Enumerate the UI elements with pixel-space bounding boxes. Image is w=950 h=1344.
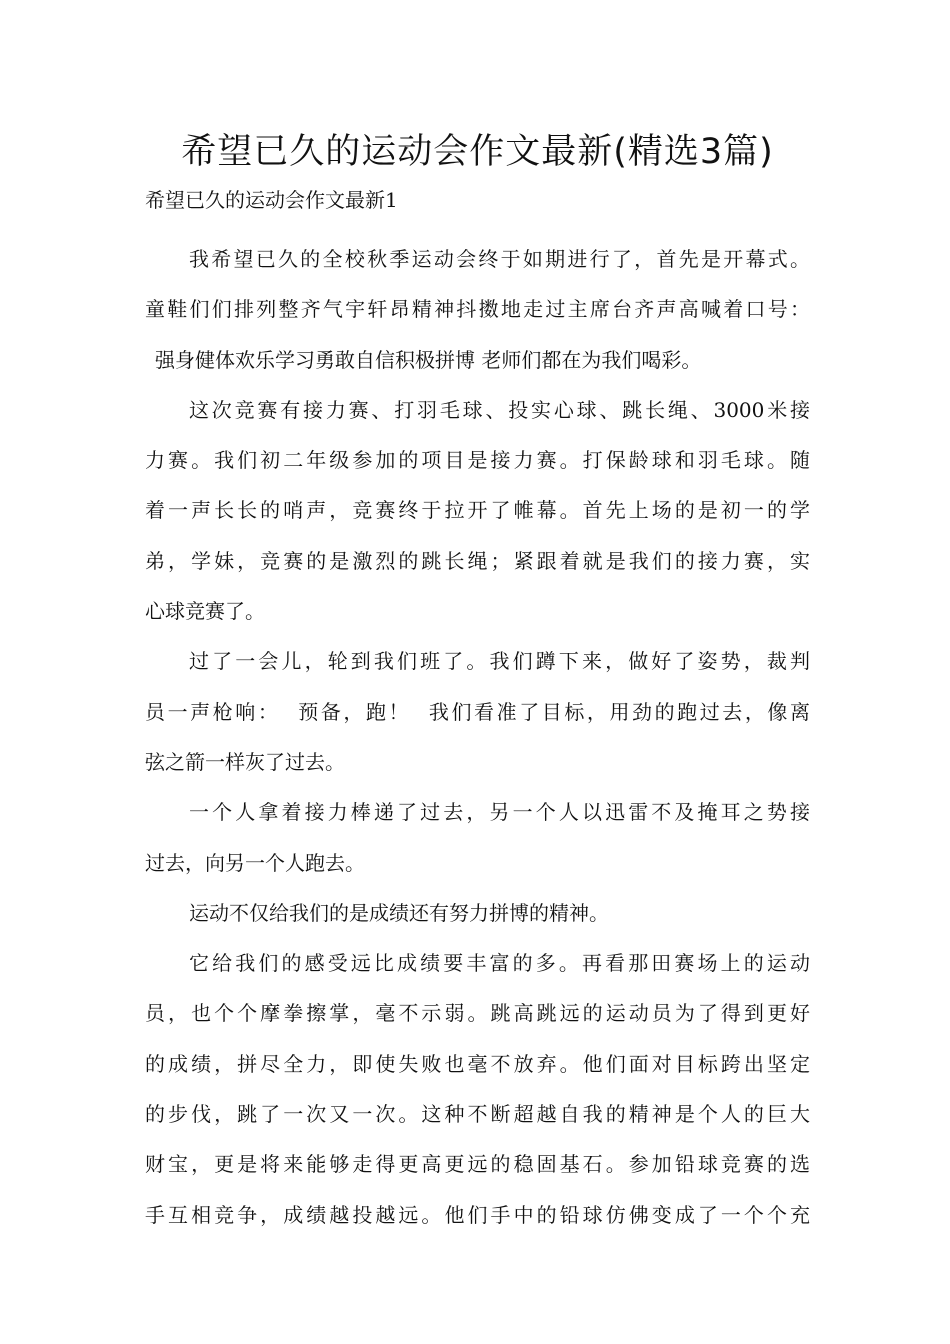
text-line: 员，也个个摩拳擦掌，毫不示弱。跳高跳远的运动员为了得到更好 [145,1001,810,1026]
text-line: 它给我们的感受远比成绩要丰富的多。再看那田赛场上的运动 [189,951,810,976]
text-line: 的成绩，拼尽全力，即使失败也毫不放弃。他们面对目标跨出坚定 [145,1051,810,1076]
text-line: 过了一会儿，轮到我们班了。我们蹲下来，做好了姿势，裁判 [189,649,810,674]
text-line: 运动不仅给我们的是成绩还有努力拼博的精神。 [189,900,609,925]
paragraph [145,385,810,636]
text-line: 员一声枪响： 预备，跑！ 我们看准了目标，用劲的跑过去，像离 [145,699,810,724]
text-line: 弦之箭一样灰了过去。 [145,749,345,774]
text-line: 强身健体欢乐学习勇敢自信积极拼博 老师们都在为我们喝彩。 [155,347,702,372]
document-title: 希望已久的运动会作文最新(精选3篇) [181,132,774,172]
document-body [145,234,810,1240]
text-line: 童鞋们们排列整齐气宇轩昂精神抖擞地走过主席台齐声高喊着口号： [145,297,810,322]
text-line: 的步伐，跳了一次又一次。这种不断超越自我的精神是个人的巨大 [145,1102,810,1127]
section-heading: 希望已久的运动会作文最新1 [145,188,398,212]
text-line: 弟，学妹，竞赛的是激烈的跳长绳；紧跟着就是我们的接力赛，实 [145,548,810,573]
paragraph [145,636,810,787]
text-line: 财宝，更是将来能够走得更高更远的稳固基石。参加铅球竞赛的选 [145,1152,810,1177]
text-line: 过去，向另一个人跑去。 [145,850,365,875]
paragraph [145,234,810,385]
paragraph [145,888,810,938]
paragraph [145,787,810,888]
text-line: 这次竞赛有接力赛、打羽毛球、投实心球、跳长绳、3000米接 [189,397,810,422]
text-line: 力赛。我们初二年级参加的项目是接力赛。打保龄球和羽毛球。随 [145,448,810,473]
text-line: 我希望已久的全校秋季运动会终于如期进行了，首先是开幕式。 [189,247,810,271]
text-line: 着一声长长的哨声，竞赛终于拉开了帷幕。首先上场的是初一的学 [145,498,810,523]
text-line: 手互相竞争，成绩越投越远。他们手中的铅球仿佛变成了一个个充 [145,1202,810,1227]
paragraph [145,938,810,1240]
text-line: 心球竞赛了。 [145,599,265,624]
text-line: 一个人拿着接力棒递了过去，另一个人以迅雷不及掩耳之势接 [189,800,810,825]
